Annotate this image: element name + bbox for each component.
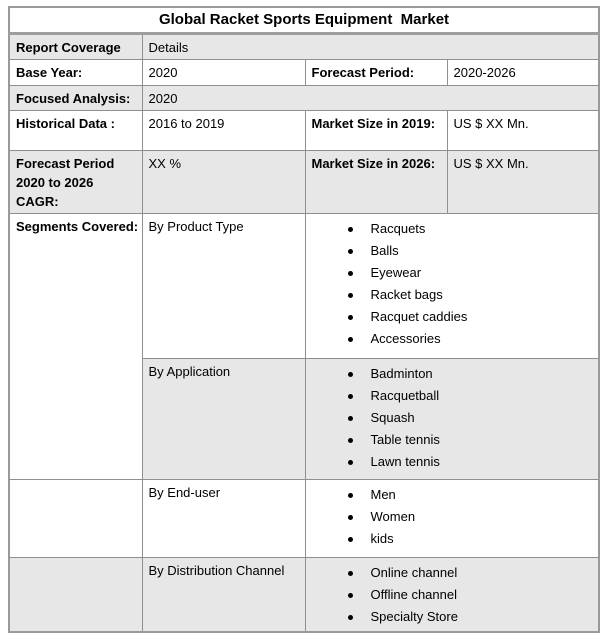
list-item xyxy=(348,306,596,328)
bullet-icon xyxy=(348,394,353,399)
report-scope-table xyxy=(8,6,600,633)
segment-item-label: Eyewear xyxy=(370,264,422,280)
focused-analysis-value: 2020 xyxy=(142,85,599,110)
bullet-icon xyxy=(348,227,353,232)
base-year-label: Base Year: xyxy=(9,59,142,85)
report-coverage-value: Details xyxy=(142,33,599,59)
segments-empty-cell xyxy=(9,557,142,632)
bullet-icon xyxy=(348,315,353,320)
bullet-icon xyxy=(348,460,353,465)
forecast-period-value: 2020-2026 xyxy=(447,59,599,85)
bullet-icon xyxy=(348,593,353,598)
segment-enduser-label: By End-user xyxy=(142,479,305,557)
segment-item-label: Racket bags xyxy=(370,286,443,302)
segments-empty-cell xyxy=(9,479,142,557)
bullet-icon xyxy=(348,571,353,576)
historical-data-value: 2016 to 2019 xyxy=(142,110,305,150)
segment-item-label: Online channel xyxy=(370,564,458,580)
segment-item-label: Offline channel xyxy=(370,586,457,602)
market-size-2026-label: Market Size in 2026: xyxy=(305,150,447,213)
list-item xyxy=(348,584,596,606)
list-item xyxy=(348,506,596,528)
segment-product-type-items xyxy=(305,213,599,358)
segment-item-label: Squash xyxy=(370,409,415,425)
list-item xyxy=(348,328,596,350)
segment-item-label: Racquet caddies xyxy=(370,308,468,324)
list-item xyxy=(348,240,596,262)
forecast-period-label: Forecast Period: xyxy=(305,59,447,85)
list-item xyxy=(348,407,596,429)
segment-product-type-label: By Product Type xyxy=(142,213,305,358)
segment-item-label: Specialty Store xyxy=(370,608,458,624)
list-item xyxy=(348,363,596,385)
segment-application-items xyxy=(305,358,599,479)
list-item xyxy=(348,528,596,550)
segment-item-label: Men xyxy=(370,486,396,502)
market-size-2019-label: Market Size in 2019: xyxy=(305,110,447,150)
bullet-icon xyxy=(348,271,353,276)
list-item xyxy=(348,262,596,284)
segment-item-label: Racquetball xyxy=(370,387,440,403)
list-item xyxy=(348,562,596,584)
segment-item-label: Racquets xyxy=(370,220,426,236)
forecast-cagr-label: Forecast Period 2020 to 2026 CAGR: xyxy=(9,150,142,213)
list-item xyxy=(348,385,596,407)
segments-covered-label: Segments Covered: xyxy=(9,213,142,479)
list-item xyxy=(348,218,596,240)
market-size-2019-value: US $ XX Mn. xyxy=(447,110,599,150)
segment-enduser-items xyxy=(305,479,599,557)
bullet-icon xyxy=(348,416,353,421)
bullet-list xyxy=(312,362,596,473)
historical-data-label: Historical Data : xyxy=(9,110,142,150)
segment-item-label: Lawn tennis xyxy=(370,453,440,469)
bullet-icon xyxy=(348,493,353,498)
bullet-icon xyxy=(348,537,353,542)
segment-distribution-label: By Distribution Channel xyxy=(142,557,305,632)
bullet-icon xyxy=(348,615,353,620)
list-item xyxy=(348,606,596,628)
bullet-list xyxy=(312,561,596,628)
bullet-list xyxy=(312,483,596,550)
segment-item-label: Table tennis xyxy=(370,431,440,447)
segment-item-label: kids xyxy=(370,530,394,546)
focused-analysis-label: Focused Analysis: xyxy=(9,85,142,110)
forecast-cagr-value: XX % xyxy=(142,150,305,213)
bullet-icon xyxy=(348,249,353,254)
bullet-icon xyxy=(348,337,353,342)
bullet-icon xyxy=(348,293,353,298)
report-coverage-label: Report Coverage xyxy=(9,33,142,59)
segment-distribution-items xyxy=(305,557,599,632)
base-year-value: 2020 xyxy=(142,59,305,85)
segment-item-label: Balls xyxy=(370,242,399,258)
bullet-list xyxy=(312,217,596,350)
list-item xyxy=(348,484,596,506)
list-item xyxy=(348,429,596,451)
bullet-icon xyxy=(348,372,353,377)
segment-item-label: Accessories xyxy=(370,330,441,346)
table-title: Global Racket Sports Equipment Market xyxy=(9,7,599,33)
list-item xyxy=(348,284,596,306)
market-size-2026-value: US $ XX Mn. xyxy=(447,150,599,213)
segment-item-label: Badminton xyxy=(370,365,433,381)
list-item xyxy=(348,451,596,473)
segment-application-label: By Application xyxy=(142,358,305,479)
bullet-icon xyxy=(348,515,353,520)
bullet-icon xyxy=(348,438,353,443)
segment-item-label: Women xyxy=(370,508,416,524)
